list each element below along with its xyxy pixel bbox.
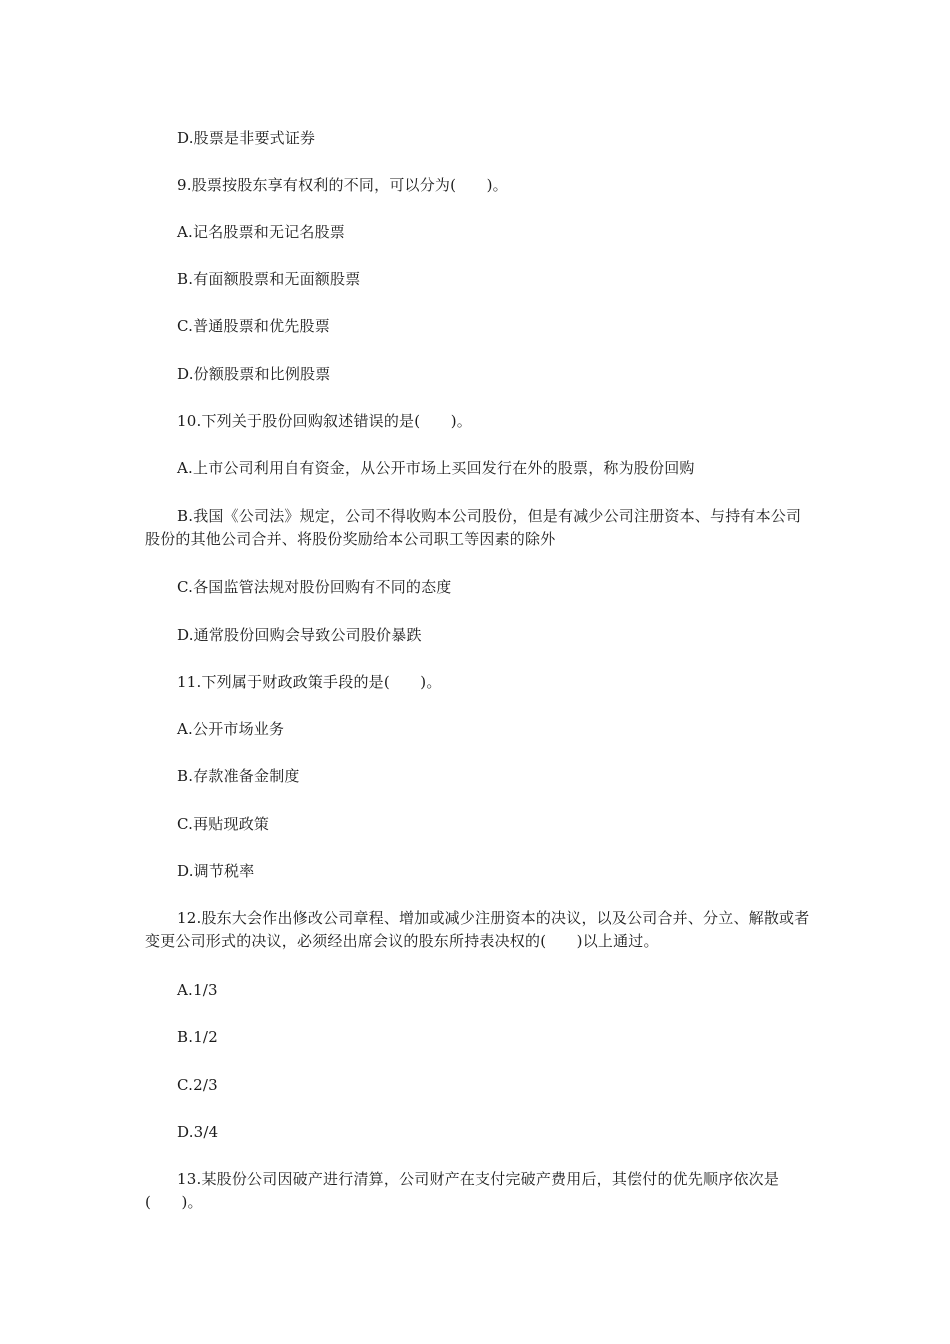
option-q12-a: A.1/3 xyxy=(177,981,218,999)
option-q10-b: B.我国《公司法》规定，公司不得收购本公司股份，但是有减少公司注册资本、与持有本公司股份的其他公司合并、将股份奖励给本公司职工等因素的除外 xyxy=(145,507,802,548)
option-q12-d: D.3/4 xyxy=(177,1123,219,1141)
option-q9-a: A.记名股票和无记名股票 xyxy=(177,223,346,241)
option-q8-d: D.股票是非要式证券 xyxy=(177,129,316,147)
option-q9-c: C.普通股票和优先股票 xyxy=(177,317,330,335)
question-11: 11.下列属于财政政策手段的是( )。 xyxy=(177,673,442,691)
option-q9-d: D.份额股票和比例股票 xyxy=(177,365,331,383)
option-q12-b: B.1/2 xyxy=(177,1028,218,1046)
option-q11-a: A.公开市场业务 xyxy=(177,720,285,738)
option-q11-b: B.存款准备金制度 xyxy=(177,767,300,785)
option-q11-d: D.调节税率 xyxy=(177,862,255,880)
question-9: 9.股票按股东享有权利的不同，可以分为( )。 xyxy=(177,176,508,194)
question-13: 13.某股份公司因破产进行清算，公司财产在支付完破产费用后，其偿付的优先顺序依次是( )。 xyxy=(145,1170,780,1211)
question-10: 10.下列关于股份回购叙述错误的是( )。 xyxy=(177,412,472,430)
option-q9-b: B.有面额股票和无面额股票 xyxy=(177,270,361,288)
option-q12-c: C.2/3 xyxy=(177,1076,218,1094)
option-q11-c: C.再贴现政策 xyxy=(177,815,270,833)
option-q10-d: D.通常股份回购会导致公司股价暴跌 xyxy=(177,626,422,644)
option-q10-a: A.上市公司利用自有资金，从公开市场上买回发行在外的股票，称为股份回购 xyxy=(177,459,695,477)
option-q10-c: C.各国监管法规对股份回购有不同的态度 xyxy=(177,578,452,596)
question-12: 12.股东大会作出修改公司章程、增加或减少注册资本的决议，以及公司合并、分立、解散或者变更公司形式的决议，必须经出席会议的股东所持表决权的( )以上通过。 xyxy=(145,909,810,950)
